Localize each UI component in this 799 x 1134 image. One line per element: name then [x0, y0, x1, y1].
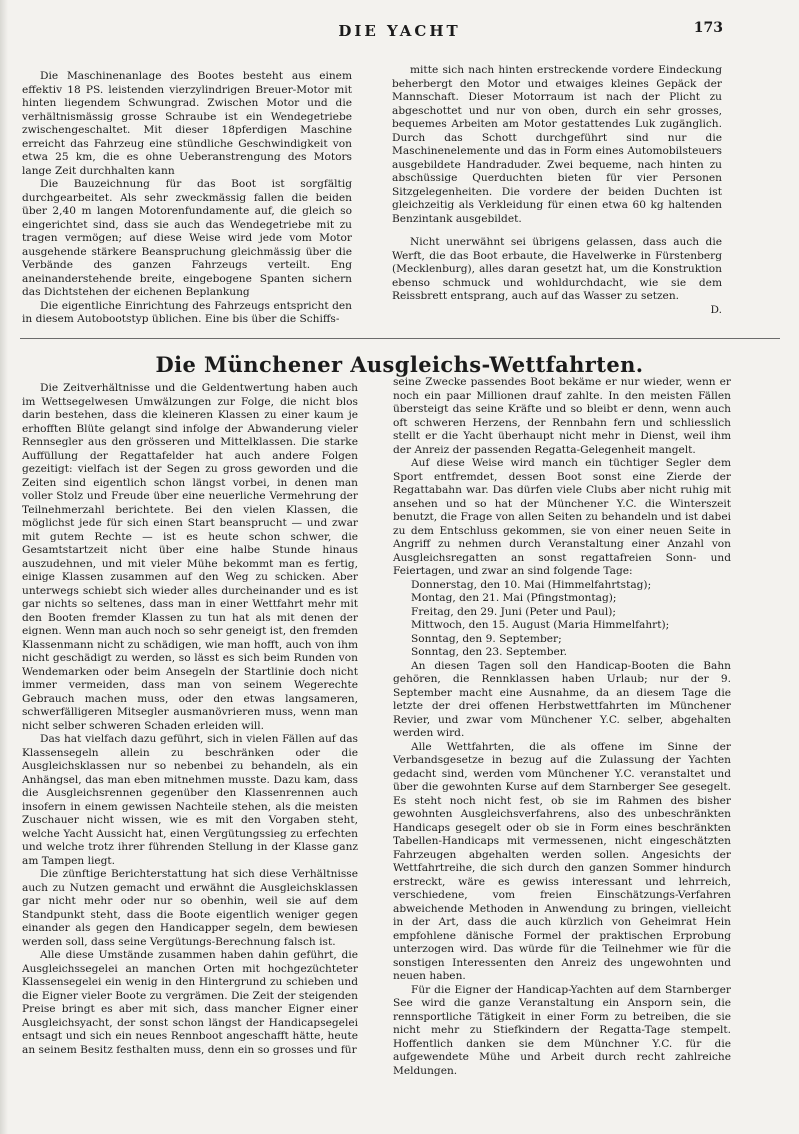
paragraph: Die Bauzeichnung für das Boot ist sorgfältig durchgearbeitet. Als sehr zweckmässig fallen die beiden über 2,40 m langen Motorenfundamente auf, die gleich so eingerichtet sind, dass sie auch das Wendegetriebe mit zu tragen vermögen; auf diese Weise wird jede vom Motor ausgehende stärkere Beanspruchung gleichmässig über die Verbände des ganzen Fahrzeugs verteilt. Eng aneinanderstehende breite, eingebogene Spanten sichern das Dichtstehen der eichenen Beplankung — [22, 178, 352, 298]
paragraph: Die zünftige Berichterstattung hat sich diese Verhältnisse auch zu Nutzen gemacht und erwähnt die Ausgleichsklassen gar nicht mehr oder nur so obenhin, weil sie auf dem Standpunkt steht, dass die Boote eigentlich weniger gegen einander als gegen den Handicapper segeln, dem bewiesen werden soll, dass seine Vergütungs-Berechnung falsch ist. — [22, 868, 358, 948]
paragraph: Die eigentliche Einrichtung des Fahrzeugs entspricht den in diesem Autobootstyp üblichen. Eine bis über die Schiffs- — [22, 299, 352, 325]
paragraph: Alle diese Umstände zusammen haben dahin geführt, die Ausgleichssegelei an manchen Orten mit hochgezüchteter Klassensegelei ein wenig in den Hintergrund zu schieben und die Eigner vieler Boote zu vergrämen. Die Zeit der steigenden Preise bringt es aber mit sich, dass mancher Eigner einer Ausgleichsyacht, der sonst schon längst der Handicapsegelei entsagt und sich ein neues Rennboot angeschafft hätte, heute an seinem Besitz festhalten muss, denn ein so grosses und für — [22, 949, 358, 1056]
article-divider — [20, 338, 780, 339]
list-item: Sonntag, den 23. September. — [411, 646, 568, 658]
article1-left-column — [22, 70, 352, 327]
paragraph: seine Zwecke passendes Boot bekäme er nur wieder, wenn er noch ein paar Millionen drauf zahlte. In den meisten Fällen übersteigt das seine Kräfte und so bleibt er denn, wenn auch oft schweren Herzens, der Rennbahn fern und schliesslich stellt er die Yacht überhaupt nicht mehr in Dienst, weil ihm der Anreiz der passenden Regatta-Gelegenheit mangelt. — [393, 376, 731, 456]
paragraph: Für die Eigner der Handicap-Yachten auf dem Starnberger See wird die ganze Veranstaltung ein Ansporn sein, die rennsportliche Tätigkeit in einer Form zu betreiben, die sie nicht mehr zu Stiefkindern der Regatta-Tage stempelt. Hoffentlich danken sie dem Münchner Y.C. für die aufgewendete Mühe und Arbeit durch recht zahlreiche Meldungen. — [393, 983, 731, 1077]
article2-left-column — [22, 382, 358, 1057]
journal-title: DIE YACHT — [338, 22, 461, 40]
paragraph: An diesen Tagen soll den Handicap-Booten die Bahn gehören, die Rennklassen haben Urlaub; nur der 9. September macht eine Ausnahme, da an diesem Tage die letzte der drei offenen Herbstwettfahrten im Münchener Revier, und zwar vom Münchener Y.C. selber, abgehalten werden wird. — [393, 659, 731, 739]
paragraph: Die Maschinenanlage des Bootes besteht aus einem effektiv 18 PS. leistenden vierzylindrigen Breuer-Motor mit hinten liegendem Schwungrad. Zwischen Motor und die verhältnismässig grosse Schraube ist ein Wendegetriebe zwischengeschaltet. Mit dieser 18pferdigen Maschine erreicht das Fahrzeug eine stündliche Geschwindigkeit von etwa 25 km, die es ohne Ueberanstrengung des Motors lange Zeit durchhalten kann — [22, 70, 352, 177]
list-item: Freitag, den 29. Juni (Peter und Paul); — [411, 605, 616, 618]
list-item: Donnerstag, den 10. Mai (Himmelfahrtstag); — [411, 578, 652, 591]
list-item: Mittwoch, den 15. August (Maria Himmelfahrt); — [411, 619, 670, 631]
article-headline: Die Münchener Ausgleichs-Wettfahrten. — [155, 352, 644, 377]
regatta-date-list — [393, 579, 731, 660]
paragraph: Nicht unerwähnt sei übrigens gelassen, dass auch die Werft, die das Boot erbaute, die Havelwerke in Fürstenberg (Mecklenburg), alles daran gesetzt hat, um die Konstruktion ebenso schmuck und wohldurchdacht, wie sie dem Reissbrett entsprang, auch auf das Wasser zu setzen. — [392, 236, 722, 302]
running-head — [0, 20, 799, 46]
paragraph: Auf diese Weise wird manch ein tüchtiger Segler dem Sport entfremdet, dessen Boot sonst eine Zierde der Regattabahn war. Das dürfen viele Clubs aber nicht ruhig mit ansehen und so hat der Münchener Y.C. die Winterszeit benutzt, die Frage von allen Seiten zu behandeln und ist dabei zu dem Entschluss gekommen, sie von einer neuen Seite in Angriff zu nehmen durch Veranstaltung einer Anzahl von Ausgleichsregatten an sonst regattafreien Sonn- und Feiertagen, und zwar an sind folgende Tage: — [393, 457, 731, 577]
paragraph: mitte sich nach hinten erstreckende vordere Eindeckung beherbergt den Motor und etwaiges kleines Gepäck der Mannschaft. Dieser Motorraum ist nach der Plicht zu abgeschottet und nur von oben, durch ein sehr grosses, bequemes Arbeiten am Motor gestattendes Luk zugänglich. Durch das Schott durchgeführt sind nur die Maschinenelemente und das in Form eines Automobilsteuers ausgebildete Handraduder. Zwei bequeme, nach hinten zu abschüssige Querduchten bieten für vier Personen Sitzgelegenheiten. Die vordere der beiden Duchten ist gleichzeitig als Verkleidung für einen etwa 60 kg haltenden Benzintank ausgebildet. — [392, 64, 722, 225]
paragraph: Das hat vielfach dazu geführt, sich in vielen Fällen auf das Klassensegeln allein zu beschränken oder die Ausgleichsklassen nur so nebenbei zu behandeln, als ein Anhängsel, das man eben mitnehmen musste. Dazu kam, dass die Ausgleichsrennen gegenüber den Klassenrennen auch insofern in einem gewissen Nachteile stehen, als die meisten Zuschauer nicht wissen, wie es mit den Vorgaben steht, welche Yacht Aussicht hat, einen Vergütungssieg zu erfechten und welche trotz ihrer führenden Stellung in der Klasse ganz am Tampen liegt. — [22, 733, 358, 867]
list-item: Sonntag, den 9. September; — [411, 632, 562, 645]
author-signature: D. — [710, 303, 722, 316]
page-edge-shadow — [0, 0, 8, 1134]
article1-right-column — [392, 64, 722, 317]
list-item: Montag, den 21. Mai (Pfingstmontag); — [411, 592, 617, 604]
paragraph: Alle Wettfahrten, die als offene im Sinne der Verbandsgesetze in bezug auf die Zulassung der Yachten gedacht sind, werden vom Münchener Y.C. veranstaltet und über die gewohnten Kurse auf dem Starnberger See gesegelt. Es steht noch nicht fest, ob sie im Rahmen des bisher gewohnten Ausgleichsverfahrens, also des unbeschränkten Handicaps gesegelt oder ob sie in Form eines beschränkten Tabellen-Handicaps mit vermessenen, nicht eingeschätzten Fahrzeugen abgehalten werden sollen. Angesichts der Wettfahrtreihe, die sich durch den ganzen Sommer hindurch erstreckt, wäre es gewiss interessant und lehrreich, verschiedene, vom freien Einschätzungs-Verfahren abweichende Methoden in Anwendung zu bringen, vielleicht in der Art, dass die auch kürzlich von Geheimrat Hein empfohlene dänische Formel der praktischen Erprobung unterzogen wird. Das würde für die Teilnehmer wie für die sonstigen Interessenten den Anreiz des ungewohnten und neuen haben. — [393, 740, 731, 982]
page-number: 173 — [693, 20, 723, 36]
article2-right-column — [393, 376, 731, 1078]
paragraph: Die Zeitverhältnisse und die Geldentwertung haben auch im Wettsegelwesen Umwälzungen zur Folge, die nicht blos darin bestehen, dass die kleineren Klassen zu einer kaum je erhofften Blüte gelangt sind infolge der Abwanderung vieler Rennsegler aus den grösseren und Mittelklassen. Die starke Auffüllung der Regattafelder hat auch andere Folgen gezeitigt: vielfach ist der Segen zu gross geworden und die Zeiten sind eigentlich schon längst vorbei, in denen man voller Stolz und Freude über eine neuerliche Vermehrung der Teilnehmerzahl berichtete. Bei den vielen Klassen, die möglichst jede für sich einen Start beansprucht — und zwar mit gutem Rechte — ist es heute schon schwer, die Gesamtstartzeit nicht über eine halbe Stunde hinaus auszudehnen, und mit vieler Mühe bekommt man es fertig, einige Klassen zusammen auf den Weg zu schicken. Aber unterwegs schiebt sich wieder alles durcheinander und es ist gar nichts so seltenes, dass man in einer Wettfahrt mehr mit den Booten fremder Klassen zu tun hat als mit denen der eignen. Wenn man auch noch so sehr geneigt ist, den fremden Klassenmann nicht zu schädigen, wie man hofft, auch von ihm nicht geschädigt zu werden, so lässt es sich beim Runden von Wendemarken oder beim Ansegeln der Startlinie doch nicht immer vermeiden, dass man von seinem Wegerechte Gebrauch machen muss, oder den etwas langsameren, schwerfälligeren Mitsegler ausmanövrieren muss, wenn man nicht selber schweren Schaden erleiden will. — [22, 382, 358, 732]
